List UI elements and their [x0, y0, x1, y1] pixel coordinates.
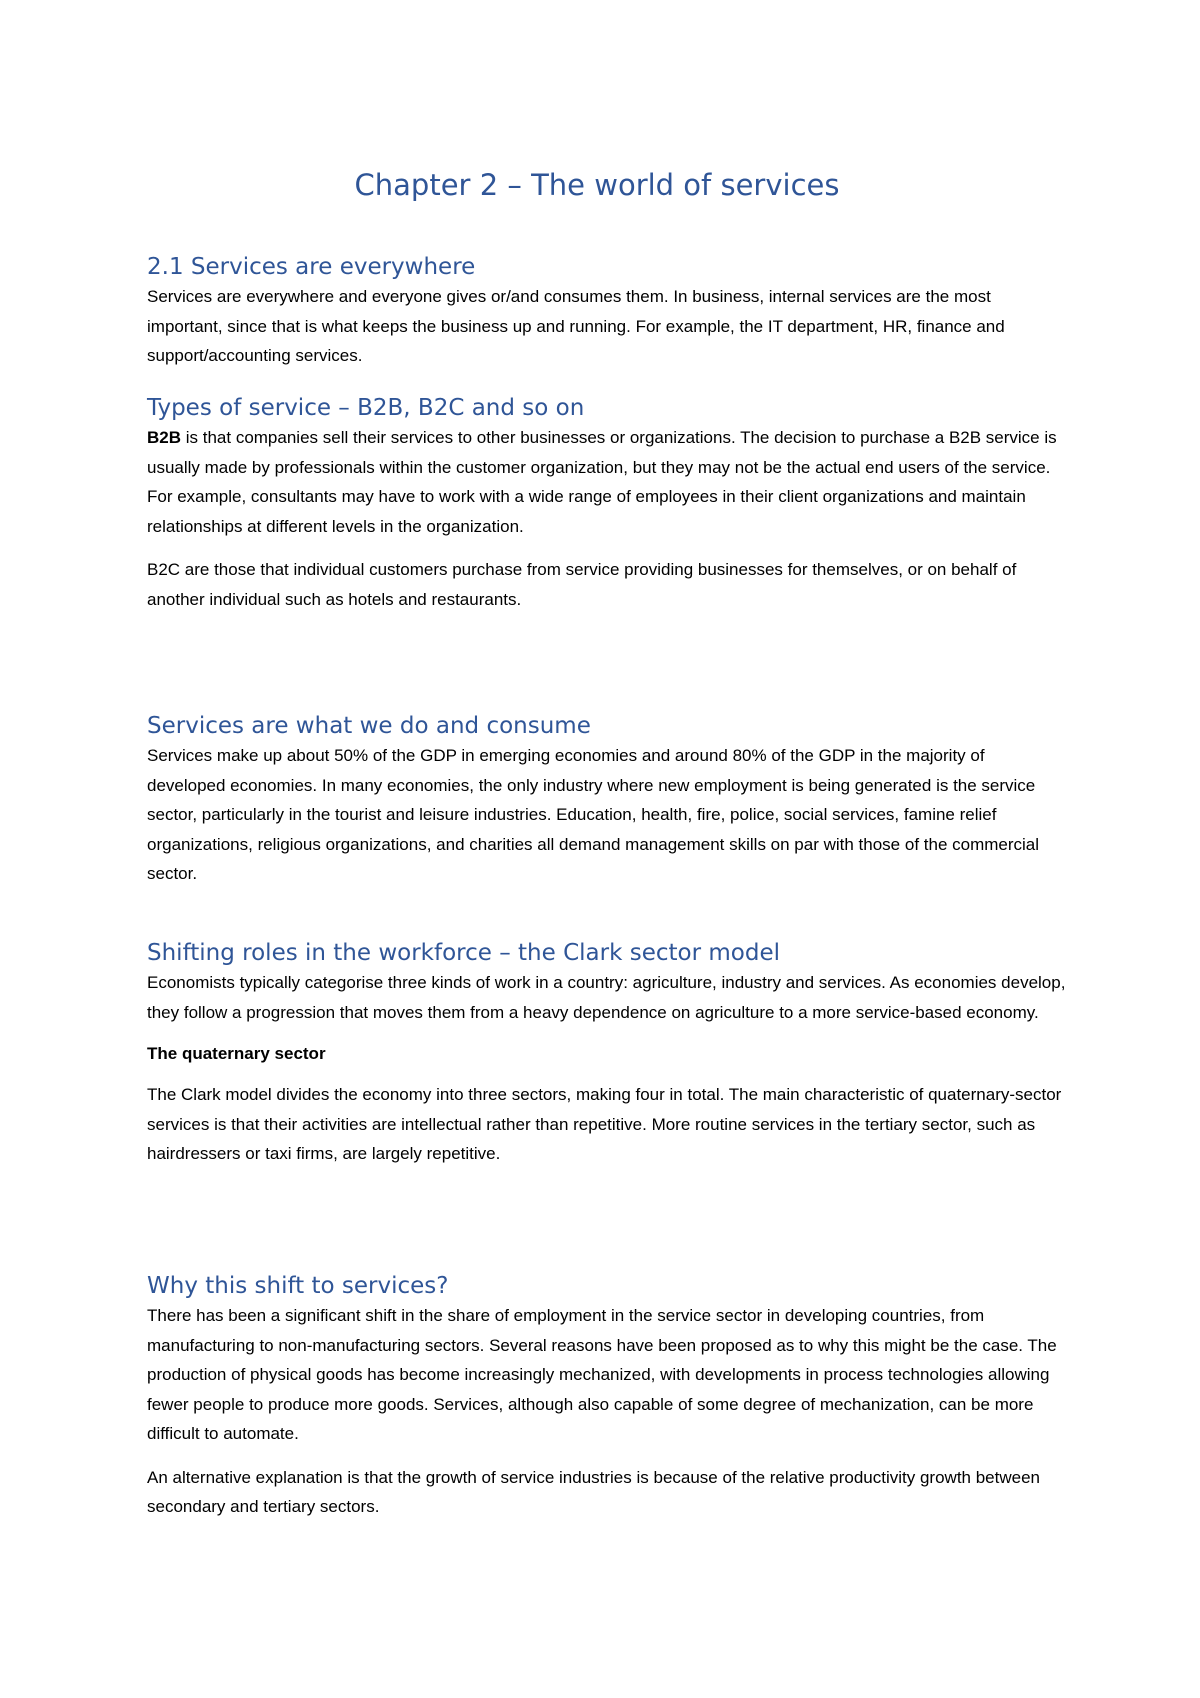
- section-clark-sector-model: [147, 938, 1067, 1169]
- section-types-of-service: [147, 393, 1067, 614]
- b2b-term: B2B: [147, 428, 182, 447]
- b2b-text: is that companies sell their services to other businesses or organizations. The decision to purchase a B2B service is usually made by professionals within the customer organization, but they may not be the actual end users of the service. For example, consultants may have to work with a wide range of employees in their client organizations and maintain relationships at different levels in the organization.: [147, 428, 1057, 536]
- section-what-we-do: [147, 711, 1067, 889]
- section-paragraph: Services make up about 50% of the GDP in emerging economies and around 80% of the GDP in the majority of developed economies. In many economies, the only industry where new employment is being generated is the service sector, particularly in the tourist and leisure industries. Education, health, fire, police, social services, famine relief organizations, religious organizations, and charities all demand management skills on par with those of the commercial sector.: [147, 746, 1040, 883]
- quaternary-paragraph: The Clark model divides the economy into three sectors, making four in total. The main characteristic of quaternary-sector services is that their activities are intellectual rather than repetitive. More routine services in the tertiary sector, such as hairdressers or taxi firms, are largely repetitive.: [147, 1085, 1062, 1163]
- section-heading: Why this shift to services?: [147, 1273, 449, 1299]
- section-heading: Services are what we do and consume: [147, 713, 591, 739]
- section-paragraph: There has been a significant shift in the share of employment in the service sector in developing countries, from manufacturing to non-manufacturing sectors. Several reasons have been proposed as to why this might be the case. The production of physical goods has become increasingly mechanized, with developments in process technologies allowing fewer people to produce more goods. Services, although also capable of some degree of mechanization, can be more difficult to automate.: [147, 1306, 1057, 1443]
- subheading-quaternary: The quaternary sector: [147, 1044, 326, 1063]
- section-why-shift: [147, 1271, 1067, 1522]
- section-paragraph: An alternative explanation is that the growth of service industries is because of the relative productivity growth between secondary and tertiary sectors.: [147, 1467, 1040, 1516]
- chapter-title: Chapter 2 – The world of services: [354, 168, 840, 202]
- section-services-everywhere: [147, 252, 1067, 371]
- section-heading: Types of service – B2B, B2C and so on: [147, 395, 585, 421]
- section-heading: Shifting roles in the workforce – the Clark sector model: [147, 940, 780, 966]
- b2b-paragraph: [147, 423, 1067, 541]
- section-paragraph: Services are everywhere and everyone gives or/and consumes them. In business, internal services are the most important, since that is what keeps the business up and running. For example, the IT department, HR, finance and support/accounting services.: [147, 287, 1005, 365]
- b2c-paragraph: B2C are those that individual customers purchase from service providing businesses for themselves, or on behalf of another individual such as hotels and restaurants.: [147, 560, 1017, 609]
- section-heading: 2.1 Services are everywhere: [147, 254, 476, 280]
- section-paragraph: Economists typically categorise three kinds of work in a country: agriculture, industry and services. As economies develop, they follow a progression that moves them from a heavy dependence on agriculture to a more service-based economy.: [147, 973, 1066, 1022]
